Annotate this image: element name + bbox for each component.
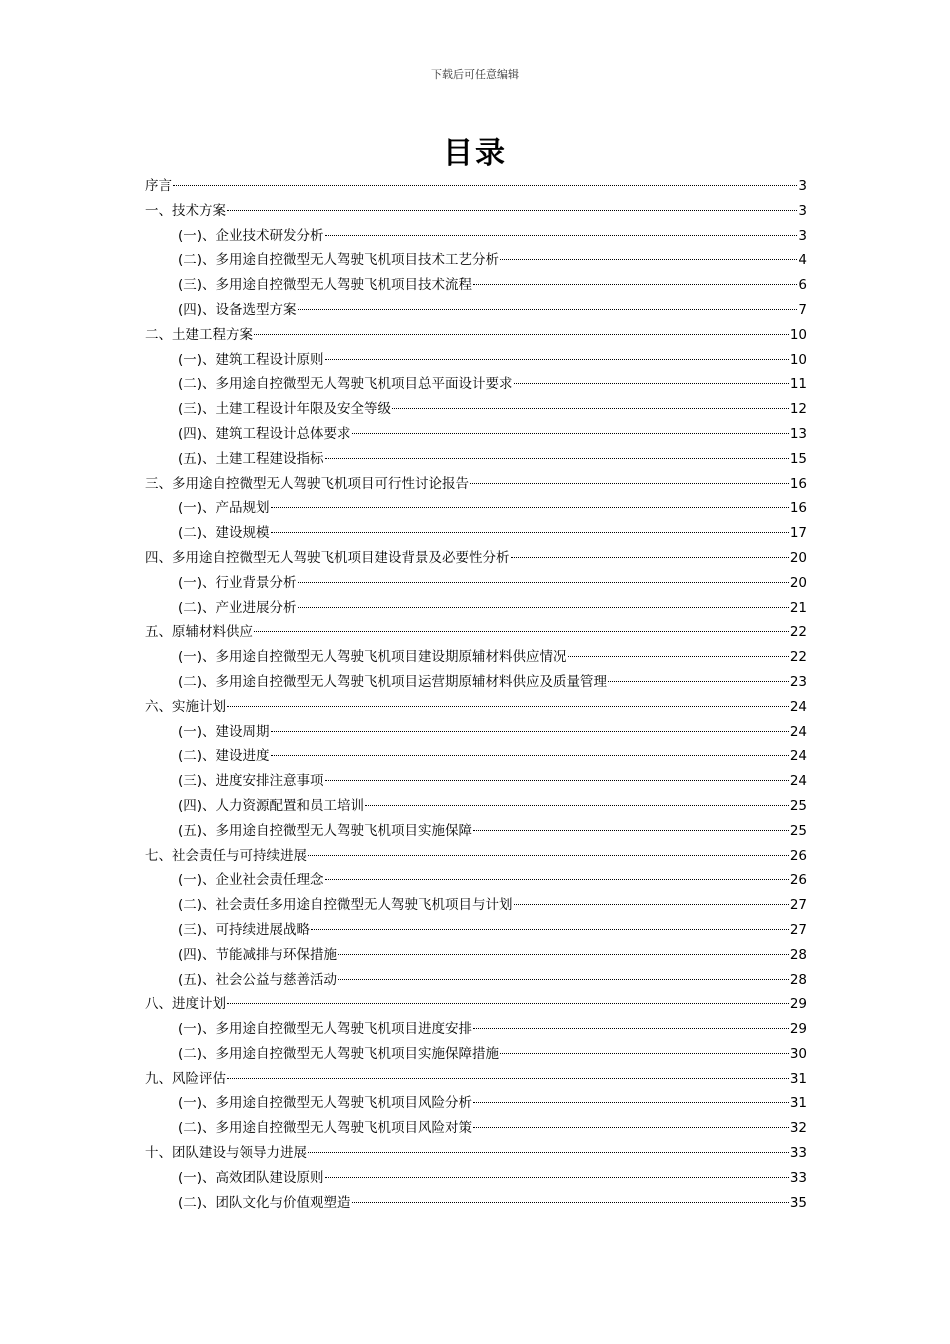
toc-entry-label: (二)、建设规模 [178, 525, 270, 542]
toc-dot-leader [325, 1177, 789, 1178]
toc-entry-page-number: 20 [789, 574, 807, 591]
toc-entry-label: (一)、行业背景分析 [178, 574, 297, 591]
toc-entry-label: 一、技术方案 [145, 202, 226, 219]
toc-entry[interactable] [145, 1067, 807, 1092]
toc-entry-page-number: 20 [789, 549, 807, 566]
toc-entry-label: (二)、建设进度 [178, 748, 270, 765]
toc-entry-label: (二)、多用途自控微型无人驾驶飞机项目运营期原辅材料供应及质量管理 [178, 673, 608, 690]
toc-entry[interactable] [145, 1141, 807, 1166]
toc-dot-leader [298, 607, 789, 608]
toc-entry[interactable] [145, 571, 807, 596]
toc-dot-leader [227, 706, 789, 707]
toc-dot-leader [227, 1003, 789, 1004]
toc-entry-page-number: 21 [789, 599, 807, 616]
toc-entry[interactable] [145, 819, 807, 844]
toc-dot-leader [254, 334, 789, 335]
toc-entry-label: (三)、土建工程设计年限及安全等级 [178, 401, 392, 418]
toc-entry[interactable] [145, 496, 807, 521]
toc-entry[interactable] [145, 422, 807, 447]
toc-entry-page-number: 16 [789, 500, 807, 517]
toc-dot-leader [308, 855, 789, 856]
toc-entry-page-number: 24 [789, 698, 807, 715]
toc-entry-page-number: 13 [789, 425, 807, 442]
toc-entry-page-number: 25 [789, 797, 807, 814]
toc-dot-leader [352, 1202, 789, 1203]
toc-entry-label: (四)、设备选型方案 [178, 301, 297, 318]
toc-dot-leader [473, 1127, 789, 1128]
toc-entry-label: 五、原辅材料供应 [145, 624, 253, 641]
toc-dot-leader [338, 979, 789, 980]
toc-entry-label: (一)、多用途自控微型无人驾驶飞机项目风险分析 [178, 1095, 473, 1112]
toc-dot-leader [473, 1028, 789, 1029]
toc-entry-page-number: 10 [789, 326, 807, 343]
toc-entry[interactable] [145, 1091, 807, 1116]
toc-entry-page-number: 35 [789, 1194, 807, 1211]
toc-entry[interactable] [145, 447, 807, 472]
toc-entry-page-number: 11 [789, 376, 807, 393]
toc-entry-label: (一)、多用途自控微型无人驾驶飞机项目建设期原辅材料供应情况 [178, 649, 567, 666]
toc-entry[interactable] [145, 620, 807, 645]
toc-dot-leader [352, 433, 789, 434]
toc-entry-label: 十、团队建设与领导力进展 [145, 1145, 307, 1162]
toc-entry-page-number: 24 [789, 773, 807, 790]
toc-entry[interactable] [145, 645, 807, 670]
toc-entry-page-number: 3 [798, 227, 807, 244]
toc-entry-page-number: 30 [789, 1045, 807, 1062]
toc-entry-label: (二)、社会责任多用途自控微型无人驾驶飞机项目与计划 [178, 897, 513, 914]
toc-entry[interactable] [145, 744, 807, 769]
toc-entry[interactable] [145, 844, 807, 869]
toc-dot-leader [511, 557, 789, 558]
toc-entry-page-number: 3 [798, 178, 807, 194]
toc-entry-page-number: 27 [789, 897, 807, 914]
toc-entry[interactable] [145, 323, 807, 348]
toc-dot-leader [470, 483, 789, 484]
toc-dot-leader [254, 631, 789, 632]
toc-entry[interactable] [145, 943, 807, 968]
toc-entry[interactable] [145, 397, 807, 422]
toc-entry[interactable] [145, 174, 807, 199]
toc-entry-label: 六、实施计划 [145, 698, 226, 715]
toc-entry[interactable] [145, 298, 807, 323]
toc-entry[interactable] [145, 224, 807, 249]
toc-entry-label: 九、风险评估 [145, 1070, 226, 1087]
toc-dot-leader [271, 532, 789, 533]
toc-entry-page-number: 7 [798, 301, 807, 318]
toc-entry-label: (四)、人力资源配置和员工培训 [178, 797, 365, 814]
toc-dot-leader [298, 309, 798, 310]
toc-dot-leader [338, 954, 789, 955]
toc-entry-page-number: 24 [789, 748, 807, 765]
toc-entry[interactable] [145, 472, 807, 497]
toc-entry-label: (二)、多用途自控微型无人驾驶飞机项目实施保障措施 [178, 1045, 500, 1062]
toc-entry-label: (四)、建筑工程设计总体要求 [178, 425, 351, 442]
toc-dot-leader [311, 929, 789, 930]
toc-entry-page-number: 28 [789, 946, 807, 963]
toc-dot-leader [500, 1053, 789, 1054]
toc-entry-label: (五)、社会公益与慈善活动 [178, 971, 338, 988]
toc-entry[interactable] [145, 720, 807, 745]
toc-entry-label: 序言 [145, 178, 172, 194]
toc-entry[interactable] [145, 546, 807, 571]
toc-entry-page-number: 22 [789, 624, 807, 641]
toc-entry-page-number: 29 [789, 996, 807, 1013]
toc-entry-page-number: 27 [789, 921, 807, 938]
page-header-note: 下载后可任意编辑 [431, 68, 519, 81]
toc-entry-page-number: 4 [798, 252, 807, 269]
toc-entry-page-number: 6 [798, 277, 807, 294]
toc-dot-leader [271, 507, 789, 508]
toc-dot-leader [500, 259, 797, 260]
toc-dot-leader [608, 681, 789, 682]
toc-entry-label: (二)、多用途自控微型无人驾驶飞机项目总平面设计要求 [178, 376, 513, 393]
toc-entry[interactable] [145, 273, 807, 298]
toc-entry[interactable] [145, 199, 807, 224]
toc-dot-leader [514, 383, 789, 384]
toc-entry-label: 二、土建工程方案 [145, 326, 253, 343]
toc-entry-label: (二)、产业进展分析 [178, 599, 297, 616]
toc-entry-page-number: 10 [789, 351, 807, 368]
toc-entry-page-number: 31 [789, 1070, 807, 1087]
toc-dot-leader [298, 582, 789, 583]
toc-entry-label: (五)、多用途自控微型无人驾驶飞机项目实施保障 [178, 822, 473, 839]
toc-entry-page-number: 25 [789, 822, 807, 839]
toc-entry[interactable] [145, 521, 807, 546]
toc-entry-label: (二)、多用途自控微型无人驾驶飞机项目风险对策 [178, 1120, 473, 1137]
toc-entry-page-number: 22 [789, 649, 807, 666]
toc-entry-page-number: 15 [789, 450, 807, 467]
toc-entry-page-number: 28 [789, 971, 807, 988]
page-title: 目录 [443, 136, 507, 171]
toc-dot-leader [365, 805, 789, 806]
toc-entry[interactable] [145, 868, 807, 893]
toc-entry-label: (三)、多用途自控微型无人驾驶飞机项目技术流程 [178, 277, 473, 294]
toc-dot-leader [271, 731, 789, 732]
toc-dot-leader [325, 359, 789, 360]
toc-dot-leader [473, 830, 789, 831]
toc-dot-leader [392, 408, 789, 409]
toc-dot-leader [514, 904, 789, 905]
toc-entry-label: (一)、企业技术研发分析 [178, 227, 324, 244]
toc-entry-page-number: 26 [789, 847, 807, 864]
toc-entry[interactable] [145, 372, 807, 397]
toc-dot-leader [227, 1078, 789, 1079]
toc-entry[interactable] [145, 1191, 807, 1216]
toc-entry-label: (一)、建设周期 [178, 723, 270, 740]
toc-entry-page-number: 29 [789, 1021, 807, 1038]
toc-entry-label: (一)、高效团队建设原则 [178, 1169, 324, 1186]
toc-dot-leader [473, 284, 797, 285]
toc-entry[interactable] [145, 248, 807, 273]
toc-entry[interactable] [145, 769, 807, 794]
toc-entry-page-number: 12 [789, 401, 807, 418]
toc-entry-label: (三)、可持续进展战略 [178, 921, 311, 938]
table-of-contents [145, 174, 807, 1215]
toc-entry-page-number: 33 [789, 1145, 807, 1162]
toc-entry-label: (三)、进度安排注意事项 [178, 773, 324, 790]
toc-entry-page-number: 31 [789, 1095, 807, 1112]
toc-dot-leader [325, 458, 789, 459]
toc-entry-label: 八、进度计划 [145, 996, 226, 1013]
toc-entry[interactable] [145, 695, 807, 720]
toc-entry-label: (一)、产品规划 [178, 500, 270, 517]
toc-entry-label: (五)、土建工程建设指标 [178, 450, 324, 467]
toc-entry-label: 三、多用途自控微型无人驾驶飞机项目可行性讨论报告 [145, 475, 469, 492]
toc-entry-label: 四、多用途自控微型无人驾驶飞机项目建设背景及必要性分析 [145, 549, 510, 566]
toc-entry-label: (二)、多用途自控微型无人驾驶飞机项目技术工艺分析 [178, 252, 500, 269]
toc-entry[interactable] [145, 348, 807, 373]
toc-entry-label: (一)、建筑工程设计原则 [178, 351, 324, 368]
toc-dot-leader [325, 879, 789, 880]
toc-entry-page-number: 32 [789, 1120, 807, 1137]
toc-entry-page-number: 33 [789, 1169, 807, 1186]
toc-entry-label: (一)、企业社会责任理念 [178, 872, 324, 889]
toc-entry-label: (一)、多用途自控微型无人驾驶飞机项目进度安排 [178, 1021, 473, 1038]
toc-entry[interactable] [145, 596, 807, 621]
toc-entry[interactable] [145, 1042, 807, 1067]
toc-dot-leader [271, 755, 789, 756]
toc-entry-label: (二)、团队文化与价值观塑造 [178, 1194, 351, 1211]
toc-entry[interactable] [145, 1017, 807, 1042]
toc-entry[interactable] [145, 1166, 807, 1191]
toc-dot-leader [325, 235, 798, 236]
toc-entry-label: 七、社会责任与可持续进展 [145, 847, 307, 864]
toc-dot-leader [568, 656, 789, 657]
toc-dot-leader [325, 780, 789, 781]
toc-dot-leader [473, 1102, 789, 1103]
toc-entry[interactable] [145, 794, 807, 819]
toc-entry[interactable] [145, 992, 807, 1017]
toc-entry[interactable] [145, 670, 807, 695]
toc-entry[interactable] [145, 918, 807, 943]
toc-dot-leader [173, 185, 797, 186]
toc-entry[interactable] [145, 968, 807, 993]
toc-entry-page-number: 17 [789, 525, 807, 542]
toc-dot-leader [308, 1152, 789, 1153]
toc-entry-page-number: 26 [789, 872, 807, 889]
toc-entry[interactable] [145, 893, 807, 918]
toc-entry-page-number: 24 [789, 723, 807, 740]
toc-entry-page-number: 16 [789, 475, 807, 492]
toc-entry[interactable] [145, 1116, 807, 1141]
toc-dot-leader [227, 210, 797, 211]
toc-entry-label: (四)、节能减排与环保措施 [178, 946, 338, 963]
toc-entry-page-number: 3 [798, 202, 807, 219]
toc-entry-page-number: 23 [789, 673, 807, 690]
